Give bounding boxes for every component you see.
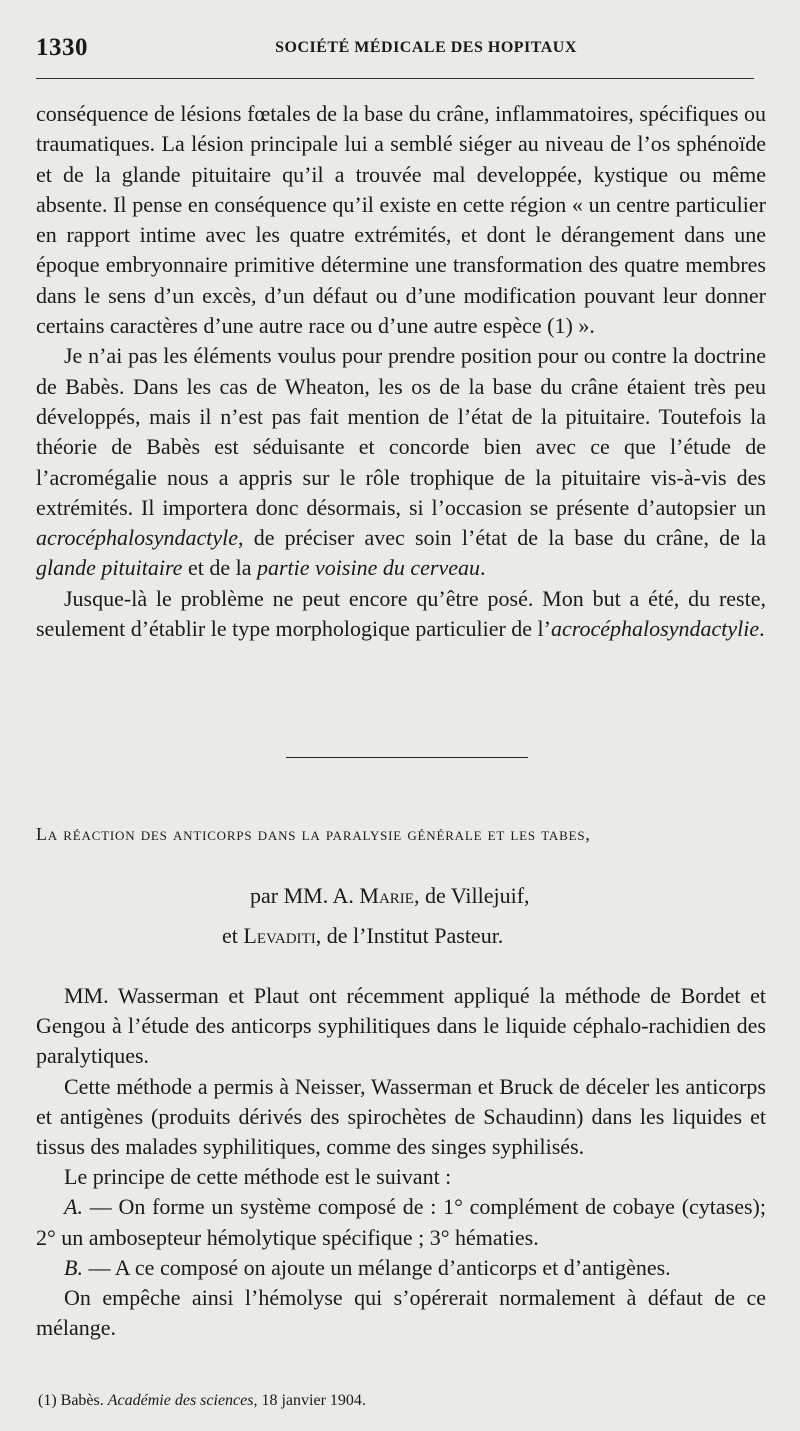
text-run: — A ce composé on ajoute un mélange d’anticorps et d’antigènes. — [82, 1254, 671, 1280]
text-run: . — [479, 555, 486, 581]
text-run: Jusque-là le problème ne peut encore qu’être posé. Mon but a été, du reste, seulement d’établir le type morphologique particulier de l’ — [36, 585, 766, 642]
list-label: B. — [64, 1254, 83, 1280]
italic-term: glande pituitaire — [36, 555, 183, 581]
italic-term: Académie des sciences — [107, 1392, 254, 1409]
section-separator — [286, 757, 528, 758]
paragraph — [36, 341, 766, 583]
paragraph — [36, 1253, 766, 1283]
article-title — [36, 824, 766, 845]
text-run: . — [759, 616, 765, 642]
paragraph: On empêche ainsi l’hémolyse qui s’opérerait normalement à défaut de ce mélange. — [36, 1285, 766, 1341]
text-run: — On forme un système composé de : 1° complément de cobaye (cytases); 2° un ambosepteur hémolytique spécifique ; 3° hématies. — [36, 1194, 766, 1250]
header-rule — [36, 78, 754, 79]
previous-article-continuation — [36, 99, 766, 644]
text-run: , de l’Institut Pasteur. — [315, 923, 504, 948]
paragraph — [36, 1192, 766, 1252]
text-run: Je n’ai pas les éléments voulus pour prendre position pour ou contre la doctrine de Babès. Dans les cas de Wheaton, les os de la base du crâne étaient très peu développés, mais il n’est pas fait mention de l’état de la pituitaire. Toutefois la théorie de Babès est séduisante et concorde bien avec ce que l’étude de l’acromégalie nous a appris sur le rôle trophique de la pituitaire vis-à-vis des extrémités. Il importera donc désormais, si l’occasion se présente d’autopsier un — [36, 343, 766, 520]
author-line — [250, 878, 530, 914]
italic-term: acrocéphalosyndactyle — [36, 525, 238, 551]
text-run: , de préciser avec soin l’état de la base du crâne, de la — [238, 525, 766, 551]
title-initial: L — [36, 824, 48, 844]
article-body — [36, 981, 766, 1343]
footnote — [38, 1392, 738, 1410]
italic-term: acrocéphalosyndactylie — [551, 616, 760, 642]
paragraph: Le principe de cette méthode est le suivant : — [64, 1164, 452, 1190]
author-name: Marie — [359, 883, 414, 908]
paragraph: conséquence de lésions fœtales de la base du crâne, inflammatoires, spécifiques ou traumatiques. La lésion principale lui a semblé siéger au niveau de l’os sphénoïde et de la glande pituitaire qu’il a trouvée mal developpée, kystique ou même absente. Il pense en conséquence qu’il existe en cette région « un centre particulier en rapport intime avec les quatre extrémités, et dont le dérangement dans une époque embryonnaire primitive détermine une transformation des quatre membres dans le sens d’un excès, d’un défaut ou d’une modification pouvant leur donner certains caractères d’une autre race ou d’une autre espèce (1) ». — [36, 101, 766, 339]
page-number: 1330 — [36, 34, 88, 61]
paragraph: MM. Wasserman et Plaut ont récemment appliqué la méthode de Bordet et Gengou à l’étude des anticorps syphilitiques dans le liquide céphalo-rachidien des paralytiques. — [36, 983, 766, 1069]
text-run: et de la — [182, 555, 257, 581]
paragraph: Cette méthode a permis à Neisser, Wasserman et Bruck de déceler les anticorps et antigènes (produits dérivés des spirochètes de Schaudinn) dans les liquides et tissus des malades syphilitiques, comme des singes syphilisés. — [36, 1073, 766, 1160]
page-header — [36, 34, 756, 68]
paragraph — [36, 584, 766, 645]
text-run: par MM. A. — [250, 883, 360, 908]
italic-term: partie voisine du cerveau — [256, 555, 480, 581]
list-label: A. — [64, 1194, 83, 1220]
author-line — [222, 918, 503, 954]
author-name: Levaditi — [243, 923, 316, 948]
text-run: et — [222, 923, 244, 948]
text-run: , de Villejuif, — [413, 883, 530, 908]
text-run: (1) Babès. — [38, 1392, 108, 1409]
running-title: SOCIÉTÉ MÉDICALE DES HOPITAUX — [275, 39, 577, 56]
text-run: , 18 janvier 1904. — [253, 1392, 366, 1409]
title-rest: a réaction des anticorps dans la paralysie générale et les tabes, — [47, 824, 591, 844]
